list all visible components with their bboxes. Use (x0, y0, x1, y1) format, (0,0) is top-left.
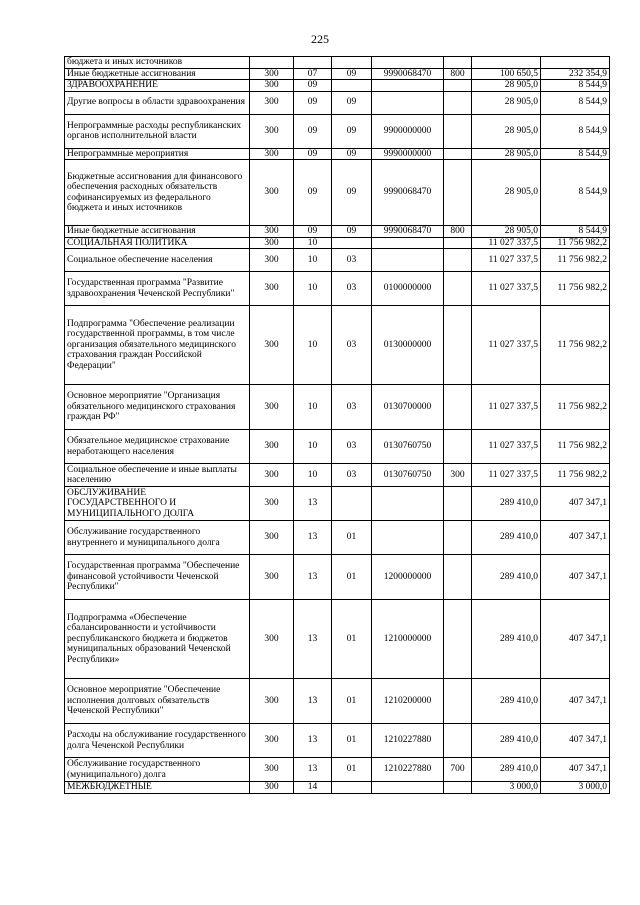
amount-2022: 407 347,1 (541, 600, 610, 679)
amount-2022: 407 347,1 (541, 555, 610, 600)
expense-type: 800 (444, 226, 472, 238)
target-article (372, 237, 444, 249)
row-name: Иные бюджетные ассигнования (65, 68, 250, 80)
row-name: Обслуживание государственного внутреннего и муниципального долга (65, 521, 250, 555)
target-article: 0100000000 (372, 272, 444, 306)
target-article: 1200000000 (372, 555, 444, 600)
ministry-code: 300 (250, 80, 294, 92)
table-row (65, 430, 610, 464)
expense-type (444, 782, 472, 794)
section-code: 13 (294, 487, 332, 521)
amount-2022: 8 544,9 (541, 114, 610, 148)
section-code: 10 (294, 237, 332, 249)
row-name: Другие вопросы в области здравоохранения (65, 91, 250, 114)
ministry-code: 300 (250, 464, 294, 487)
target-article: 1210000000 (372, 600, 444, 679)
table-row (65, 555, 610, 600)
budget-table (64, 56, 610, 794)
table-row (65, 679, 610, 724)
target-article (372, 249, 444, 272)
target-article: 1210200000 (372, 679, 444, 724)
row-name: СОЦИАЛЬНАЯ ПОЛИТИКА (65, 237, 250, 249)
section-code: 09 (294, 226, 332, 238)
section-code: 09 (294, 80, 332, 92)
row-name: Подпрограмма "Обеспечение реализации государственной программы, в том числе организация обязательного медицинского страхования граждан Российской Федерации" (65, 306, 250, 385)
amount-2022: 8 544,9 (541, 91, 610, 114)
table-row (65, 782, 610, 794)
row-name: ЗДРАВООХРАНЕНИЕ (65, 80, 250, 92)
section-code: 13 (294, 555, 332, 600)
ministry-code: 300 (250, 237, 294, 249)
table-row (65, 80, 610, 92)
amount-2022: 11 756 982,2 (541, 306, 610, 385)
row-name: Расходы на обслуживание государственного долга Чеченской Республики (65, 724, 250, 758)
amount-2022: 8 544,9 (541, 148, 610, 160)
subsection-code: 03 (332, 306, 372, 385)
amount-2021: 11 027 337,5 (472, 430, 541, 464)
amount-2021: 11 027 337,5 (472, 464, 541, 487)
table-row (65, 226, 610, 238)
table-row (65, 600, 610, 679)
section-code: 13 (294, 758, 332, 782)
ministry-code: 300 (250, 68, 294, 80)
amount-2022: 8 544,9 (541, 80, 610, 92)
amount-2021: 28 905,0 (472, 226, 541, 238)
table-row (65, 249, 610, 272)
section-code: 10 (294, 249, 332, 272)
ministry-code: 300 (250, 758, 294, 782)
amount-2022: 11 756 982,2 (541, 249, 610, 272)
amount-2021: 289 410,0 (472, 679, 541, 724)
ministry-code: 300 (250, 385, 294, 430)
subsection-code: 01 (332, 724, 372, 758)
subsection-code (332, 80, 372, 92)
subsection-code: 09 (332, 160, 372, 226)
ministry-code: 300 (250, 600, 294, 679)
expense-type: 300 (444, 464, 472, 487)
subsection-code: 09 (332, 226, 372, 238)
target-article: 1210227880 (372, 724, 444, 758)
section-code: 10 (294, 430, 332, 464)
amount-2022: 407 347,1 (541, 679, 610, 724)
table-row (65, 306, 610, 385)
amount-2021: 11 027 337,5 (472, 385, 541, 430)
expense-type: 800 (444, 68, 472, 80)
amount-2021: 28 905,0 (472, 114, 541, 148)
expense-type: 700 (444, 758, 472, 782)
section-code: 10 (294, 464, 332, 487)
subsection-code: 09 (332, 68, 372, 80)
expense-type (444, 385, 472, 430)
budget-table-body (65, 57, 610, 794)
target-article: 0130760750 (372, 430, 444, 464)
amount-2021: 28 905,0 (472, 160, 541, 226)
row-name: Государственная программа "Развитие здравоохранения Чеченской Республики" (65, 272, 250, 306)
expense-type (444, 430, 472, 464)
ministry-code: 300 (250, 226, 294, 238)
expense-type (444, 57, 472, 69)
expense-type (444, 306, 472, 385)
amount-2021: 289 410,0 (472, 521, 541, 555)
section-code: 14 (294, 782, 332, 794)
expense-type (444, 114, 472, 148)
row-name: Обязательное медицинское страхование неработающего населения (65, 430, 250, 464)
ministry-code: 300 (250, 487, 294, 521)
amount-2022: 11 756 982,2 (541, 464, 610, 487)
ministry-code: 300 (250, 91, 294, 114)
row-name: Обслуживание государственного (муниципального) долга (65, 758, 250, 782)
amount-2021: 289 410,0 (472, 758, 541, 782)
amount-2021: 289 410,0 (472, 724, 541, 758)
row-name: МЕЖБЮДЖЕТНЫЕ (65, 782, 250, 794)
ministry-code: 300 (250, 272, 294, 306)
subsection-code: 03 (332, 430, 372, 464)
amount-2022: 11 756 982,2 (541, 430, 610, 464)
subsection-code: 09 (332, 148, 372, 160)
ministry-code: 300 (250, 160, 294, 226)
section-code (294, 57, 332, 69)
row-name: Непрограммные мероприятия (65, 148, 250, 160)
amount-2021: 289 410,0 (472, 487, 541, 521)
subsection-code: 01 (332, 555, 372, 600)
expense-type (444, 600, 472, 679)
amount-2022: 407 347,1 (541, 758, 610, 782)
ministry-code: 300 (250, 724, 294, 758)
amount-2022: 11 756 982,2 (541, 272, 610, 306)
amount-2021: 28 905,0 (472, 80, 541, 92)
section-code: 13 (294, 679, 332, 724)
amount-2021 (472, 57, 541, 69)
amount-2021: 289 410,0 (472, 600, 541, 679)
target-article: 9990068470 (372, 226, 444, 238)
subsection-code: 09 (332, 91, 372, 114)
ministry-code: 300 (250, 679, 294, 724)
ministry-code (250, 57, 294, 69)
target-article (372, 57, 444, 69)
section-code: 10 (294, 385, 332, 430)
target-article: 1210227880 (372, 758, 444, 782)
row-name: Подпрограмма «Обеспечение сбалансированности и устойчивости республиканского бюджета и бюджетов муниципальных образований Чеченской Республики» (65, 600, 250, 679)
amount-2022: 8 544,9 (541, 160, 610, 226)
ministry-code: 300 (250, 430, 294, 464)
table-row (65, 521, 610, 555)
subsection-code: 01 (332, 600, 372, 679)
table-row (65, 464, 610, 487)
amount-2022: 3 000,0 (541, 782, 610, 794)
table-row (65, 91, 610, 114)
section-code: 07 (294, 68, 332, 80)
table-row (65, 57, 610, 69)
subsection-code (332, 57, 372, 69)
amount-2021: 289 410,0 (472, 555, 541, 600)
target-article (372, 91, 444, 114)
expense-type (444, 521, 472, 555)
target-article (372, 80, 444, 92)
ministry-code: 300 (250, 782, 294, 794)
subsection-code: 03 (332, 464, 372, 487)
subsection-code: 01 (332, 679, 372, 724)
amount-2022: 8 544,9 (541, 226, 610, 238)
amount-2021: 11 027 337,5 (472, 272, 541, 306)
row-name: Социальное обеспечение и иные выплаты населению (65, 464, 250, 487)
ministry-code: 300 (250, 249, 294, 272)
section-code: 13 (294, 724, 332, 758)
amount-2022: 407 347,1 (541, 487, 610, 521)
row-name: Бюджетные ассигнования для финансового обеспечения расходных обязательств софинансируемых из федерального бюджета и иных источников (65, 160, 250, 226)
amount-2022: 11 756 982,2 (541, 237, 610, 249)
amount-2021: 28 905,0 (472, 148, 541, 160)
subsection-code (332, 782, 372, 794)
table-row (65, 724, 610, 758)
target-article: 9990068470 (372, 68, 444, 80)
subsection-code: 03 (332, 272, 372, 306)
row-name: бюджета и иных источников (65, 57, 250, 69)
target-article: 0130000000 (372, 306, 444, 385)
section-code: 13 (294, 521, 332, 555)
section-code: 09 (294, 160, 332, 226)
expense-type (444, 148, 472, 160)
table-row (65, 237, 610, 249)
table-row (65, 68, 610, 80)
subsection-code: 01 (332, 758, 372, 782)
target-article (372, 782, 444, 794)
expense-type (444, 237, 472, 249)
amount-2022 (541, 57, 610, 69)
target-article: 9990068470 (372, 160, 444, 226)
subsection-code: 01 (332, 521, 372, 555)
row-name: Непрограммные расходы республиканских органов исполнительной власти (65, 114, 250, 148)
section-code: 10 (294, 272, 332, 306)
row-name: Основное мероприятие "Организация обязательного медицинского страхования граждан РФ" (65, 385, 250, 430)
target-article: 9900000000 (372, 114, 444, 148)
amount-2021: 3 000,0 (472, 782, 541, 794)
amount-2022: 407 347,1 (541, 724, 610, 758)
ministry-code: 300 (250, 306, 294, 385)
subsection-code: 09 (332, 114, 372, 148)
expense-type (444, 487, 472, 521)
section-code: 13 (294, 600, 332, 679)
expense-type (444, 724, 472, 758)
amount-2021: 11 027 337,5 (472, 249, 541, 272)
target-article: 9990000000 (372, 148, 444, 160)
amount-2021: 28 905,0 (472, 91, 541, 114)
table-row (65, 758, 610, 782)
amount-2022: 11 756 982,2 (541, 385, 610, 430)
table-row (65, 148, 610, 160)
row-name: Социальное обеспечение населения (65, 249, 250, 272)
target-article: 0130700000 (372, 385, 444, 430)
ministry-code: 300 (250, 114, 294, 148)
section-code: 09 (294, 114, 332, 148)
expense-type (444, 272, 472, 306)
expense-type (444, 249, 472, 272)
subsection-code: 03 (332, 385, 372, 430)
row-name: Иные бюджетные ассигнования (65, 226, 250, 238)
expense-type (444, 80, 472, 92)
section-code: 10 (294, 306, 332, 385)
expense-type (444, 91, 472, 114)
subsection-code: 03 (332, 249, 372, 272)
subsection-code (332, 237, 372, 249)
expense-type (444, 160, 472, 226)
row-name: Основное мероприятие "Обеспечение исполнения долговых обязательств Чеченской Республики" (65, 679, 250, 724)
amount-2022: 232 354,9 (541, 68, 610, 80)
section-code: 09 (294, 148, 332, 160)
expense-type (444, 555, 472, 600)
table-row (65, 114, 610, 148)
table-row (65, 160, 610, 226)
ministry-code: 300 (250, 521, 294, 555)
ministry-code: 300 (250, 555, 294, 600)
page-number: 225 (311, 32, 329, 46)
amount-2021: 11 027 337,5 (472, 306, 541, 385)
target-article (372, 487, 444, 521)
table-row (65, 487, 610, 521)
ministry-code: 300 (250, 148, 294, 160)
subsection-code (332, 487, 372, 521)
amount-2022: 407 347,1 (541, 521, 610, 555)
row-name: ОБСЛУЖИВАНИЕ ГОСУДАРСТВЕННОГО И МУНИЦИПАЛЬНОГО ДОЛГА (65, 487, 250, 521)
expense-type (444, 679, 472, 724)
amount-2021: 11 027 337,5 (472, 237, 541, 249)
section-code: 09 (294, 91, 332, 114)
amount-2021: 100 650,5 (472, 68, 541, 80)
row-name: Государственная программа "Обеспечение финансовой устойчивости Чеченской Республики" (65, 555, 250, 600)
table-row (65, 385, 610, 430)
table-row (65, 272, 610, 306)
target-article: 0130760750 (372, 464, 444, 487)
target-article (372, 521, 444, 555)
